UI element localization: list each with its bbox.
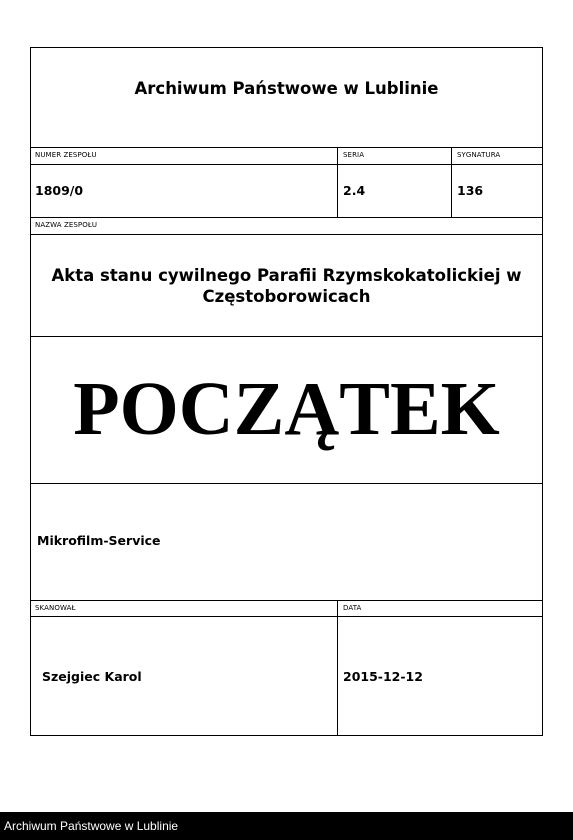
seria-value: 2.4	[343, 183, 366, 198]
data-value: 2015-12-12	[343, 669, 423, 684]
nazwa-zespolu-label: NAZWA ZESPOŁU	[35, 221, 98, 229]
column-divider	[451, 147, 452, 217]
skanowal-label: SKANOWAŁ	[35, 604, 76, 612]
numer-zespolu-value: 1809/0	[35, 183, 84, 198]
divider	[30, 234, 543, 235]
divider	[30, 336, 543, 337]
skanowal-value: Szejgiec Karol	[42, 669, 142, 684]
divider	[30, 483, 543, 484]
nazwa-zespolu-value: Akta stanu cywilnego Parafii Rzymskokatolickiej w Częstoborowicach	[51, 266, 522, 306]
service-name: Mikrofilm-Service	[37, 533, 161, 548]
divider	[30, 217, 543, 218]
divider	[30, 164, 543, 165]
column-divider	[337, 600, 338, 736]
seria-label: SERIA	[343, 151, 365, 159]
divider	[30, 600, 543, 601]
data-label: DATA	[343, 604, 362, 612]
divider	[30, 616, 543, 617]
start-marker: POCZĄTEK	[73, 367, 500, 451]
sygnatura-value: 136	[457, 183, 484, 198]
column-divider	[337, 147, 338, 217]
sygnatura-label: SYGNATURA	[457, 151, 501, 159]
numer-zespolu-label: NUMER ZESPOŁU	[35, 151, 97, 159]
archive-title: Archiwum Państwowe w Lublinie	[134, 79, 439, 98]
divider	[30, 147, 543, 148]
footer-text: Archiwum Państwowe w Lublinie	[4, 819, 179, 833]
